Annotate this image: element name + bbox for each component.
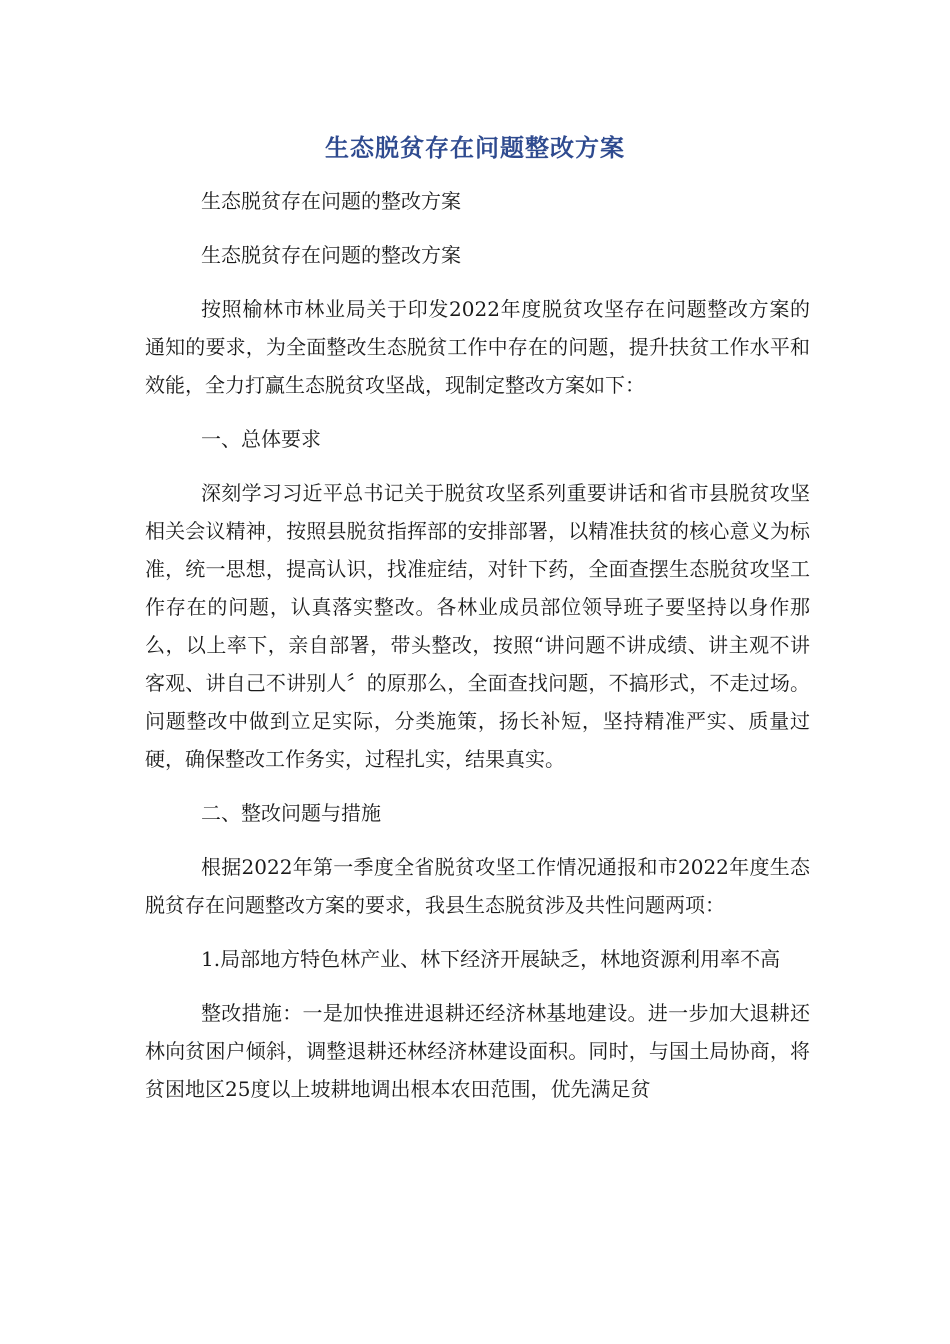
intro-paragraph: 按照榆林市林业局关于印发2022年度脱贫攻坚存在问题整改方案的通知的要求，为全面整改生态脱贫工作中存在的问题，提升扶贫工作水平和效能，全力打赢生态脱贫攻坚战，现制定整改方案如下： [145,297,810,397]
measures-paragraph: 整改措施：一是加快推进退耕还经济林基地建设。进一步加大退耕还林向贫困户倾斜，调整退耕还林经济林建设面积。同时，与国土局协商，将贫困地区25度以上坡耕地调出根本农田范围，优先满足贫 [145,1001,810,1101]
section-heading: 二、整改问题与措施 [201,801,381,825]
basis-paragraph: 根据2022年第一季度全省脱贫攻坚工作情况通报和市2022年度生态脱贫存在问题整改方案的要求，我县生态脱贫涉及共性问题两项： [145,855,810,917]
document-title: 生态脱贫存在问题整改方案 [325,134,625,162]
subtitle-line: 生态脱贫存在问题的整改方案 [201,243,461,267]
section-heading: 一、总体要求 [201,427,321,451]
problem-item: 1.局部地方特色林产业、林下经济开展缺乏，林地资源利用率不高 [201,947,781,971]
document-body [145,182,810,1124]
subtitle-line: 生态脱贫存在问题的整改方案 [201,189,461,213]
requirements-paragraph: 深刻学习习近平总书记关于脱贫攻坚系列重要讲话和省市县脱贫攻坚相关会议精神，按照县脱贫指挥部的安排部署，以精准扶贫的核心意义为标准，统一思想，提高认识，找准症结，对针下药，全面查摆生态脱贫攻坚工作存在的问题，认真落实整改。各林业成员部位领导班子要坚持以身作那么，以上率下，亲自部署，带头整改，按照“讲问题不讲成绩、讲主观不讲客观、讲自己不讲别人〞的原那么，全面查找问题，不搞形式，不走过场。问题整改中做到立足实际，分类施策，扬长补短，坚持精准严实、质量过硬，确保整改工作务实，过程扎实，结果真实。 [145,481,810,771]
